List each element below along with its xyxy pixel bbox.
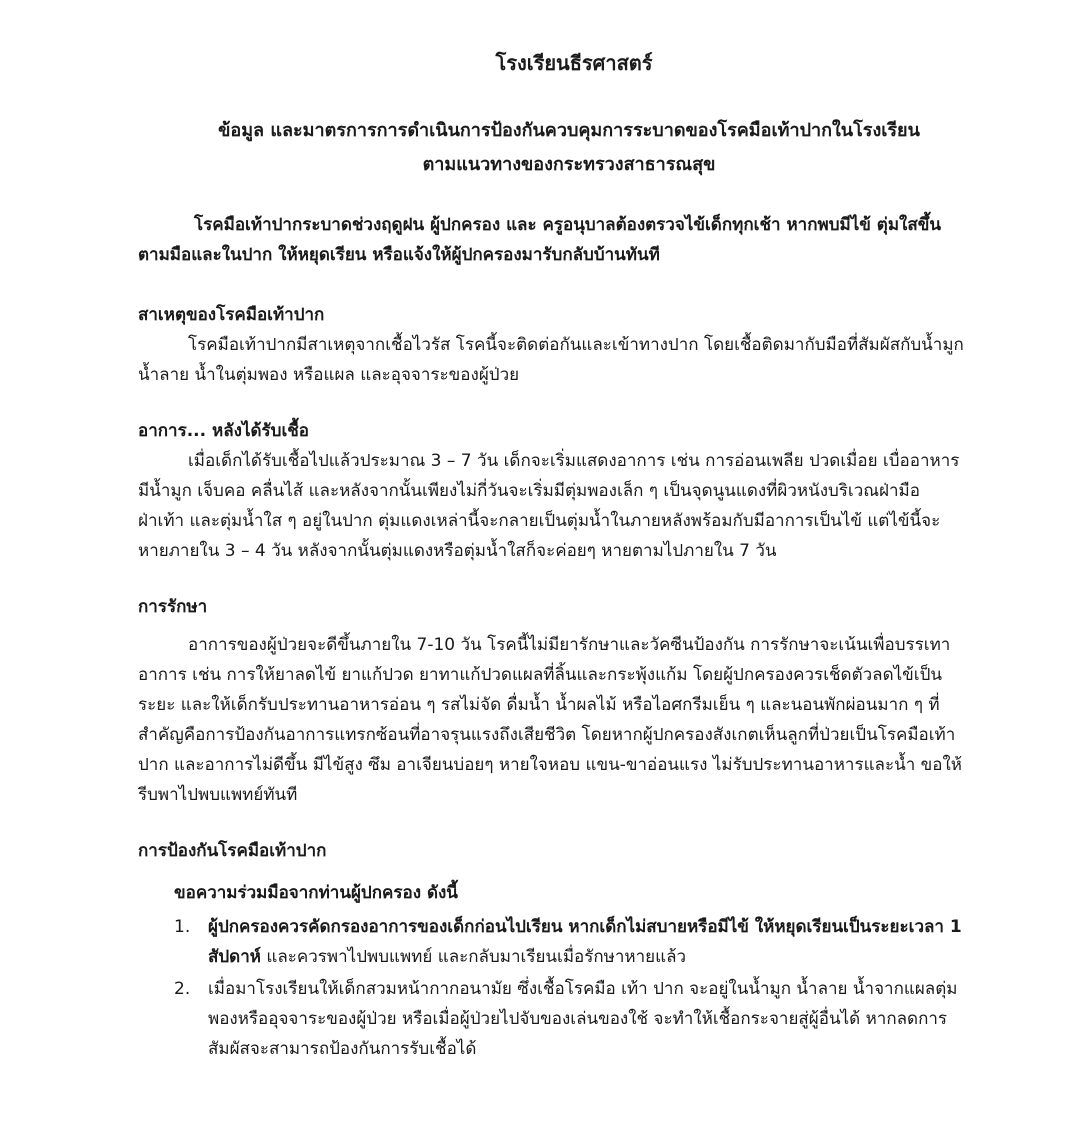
section-body-treatment: อาการของผู้ป่วยจะดีขึ้นภายใน 7-10 วัน โรคนี้ไม่มียารักษาและวัคซีนป้องกัน การรักษาจะเน้นเพื่อบรรเทาอาการ เช่น การให้ยาลดไข้ ยาแก้ปวด ยาทาแก้ปวดแผลที่ลิ้นและกระพุ้งแก้ม โดยผู้ปกครองควรเช็ดตัวลดไข้เป็นระยะ และให้เด็กรับประทานอาหารอ่อน ๆ รสไม่จัด ดื่มน้ำ น้ำผลไม้ หรือไอศกรีมเย็น ๆ และนอนพักผ่อนมาก ๆ ที่สำคัญคือการป้องกันอาการแทรกซ้อนที่อาจรุนแรงถึงเสียชีวิต โดยหากผู้ปกครองสังเกตเห็นลูกที่ป่วยเป็นโรคมือเท้าปาก และอาการไม่ดีขึ้น มีไข้สูง ซึม อาเจียนบ่อยๆ หายใจหอบ แขน-ขาอ่อนแรง ไม่รับประทานอาหารและน้ำ ขอให้รีบพาไปพบแพทย์ทันที bbox=[138, 635, 962, 805]
section-prevention bbox=[138, 836, 970, 1064]
list-item bbox=[174, 974, 970, 1064]
prevention-list bbox=[138, 912, 970, 1064]
section-heading-symptoms: อาการ... หลังได้รับเชื้อ bbox=[138, 421, 310, 441]
title-line-1: ข้อมูล และมาตรการการดำเนินการป้องกันควบคุมการระบาดของโรคมือเท้าปากในโรงเรียน bbox=[218, 120, 920, 141]
list-item-text: เมื่อมาโรงเรียนให้เด็กสวมหน้ากากอนามัย ซึ่งเชื้อโรคมือ เท้า ปาก จะอยู่ในน้ำมูก น้ำลาย น้ำจากแผลตุ่มพองหรืออุจจาระของผู้ป่วย หรือเมื่อผู้ป่วยไปจับของเล่นของใช้ จะทำให้เชื้อกระจายสู่ผู้อื่นได้ หากลดการสัมผัสจะสามารถป้องกันการรับเชื้อได้ bbox=[208, 979, 958, 1059]
section-body-symptoms: เมื่อเด็กได้รับเชื้อไปแล้วประมาณ 3 – 7 วัน เด็กจะเริ่มแสดงอาการ เช่น การอ่อนเพลีย ปวดเมื่อย เบื่ออาหาร มีน้ำมูก เจ็บคอ คลื่นไส้ และหลังจากนั้นเพียงไม่กี่วันจะเริ่มมีตุ่มพองเล็ก ๆ เป็นจุดนูนแดงที่ผิวหนังบริเวณฝ่ามือ ฝ่าเท้า และตุ่มน้ำใส ๆ อยู่ในปาก ตุ่มแดงเหล่านี้จะกลายเป็นตุ่มน้ำในภายหลังพร้อมกับมีอาการเป็นไข้ แต่ไข้นี้จะหายภายใน 3 – 4 วัน หลังจากนั้นตุ่มแดงหรือตุ่มน้ำใสก็จะค่อยๆ หายตามไปภายใน 7 วัน bbox=[138, 451, 960, 561]
school-name: โรงเรียนธีรศาสตร์ bbox=[495, 51, 653, 75]
list-item-rest: และควรพาไปพบแพทย์ และกลับมาเรียนเมื่อรักษาหายแล้ว bbox=[260, 947, 687, 967]
section-heading-cause: สาเหตุของโรคมือเท้าปาก bbox=[138, 305, 325, 325]
section-symptoms bbox=[138, 416, 970, 566]
section-treatment bbox=[138, 592, 970, 810]
list-item-number: 1. bbox=[174, 917, 191, 937]
list-item bbox=[174, 912, 970, 972]
section-heading-treatment: การรักษา bbox=[138, 597, 208, 617]
section-cause bbox=[138, 300, 970, 390]
list-item-number: 2. bbox=[174, 979, 191, 999]
document-title bbox=[138, 114, 970, 182]
section-body-cause: โรคมือเท้าปากมีสาเหตุจากเชื้อไวรัส โรคนี้จะติดต่อกันและเข้าทางปาก โดยเชื้อติดมากับมือที่สัมผัสกับน้ำมูก น้ำลาย น้ำในตุ่มพอง หรือแผล และอุจจาระของผู้ป่วย bbox=[138, 335, 964, 385]
intro-paragraph: โรคมือเท้าปากระบาดช่วงฤดูฝน ผู้ปกครอง และ ครูอนุบาลต้องตรวจไข้เด็กทุกเช้า หากพบมีไข้ ตุ่มใสขึ้นตามมือและในปาก ให้หยุดเรียน หรือแจ้งให้ผู้ปกครองมารับกลับบ้านทันที bbox=[138, 215, 941, 265]
title-line-2: ตามแนวทางของกระทรวงสาธารณสุข bbox=[422, 154, 716, 175]
section-heading-prevention: การป้องกันโรคมือเท้าปาก bbox=[138, 841, 327, 861]
list-item-lead: ผู้ปกครองควรคัดกรองอาการของเด็กก่อนไปเรียน หากเด็กไม่สบายหรือมีไข้ ให้หยุดเรียนเป็นระยะเวลา 1 สัปดาห์ bbox=[208, 917, 962, 967]
cooperation-request: ขอความร่วมมือจากท่านผู้ปกครอง ดังนี้ bbox=[174, 883, 458, 903]
list-item-text bbox=[208, 912, 970, 972]
